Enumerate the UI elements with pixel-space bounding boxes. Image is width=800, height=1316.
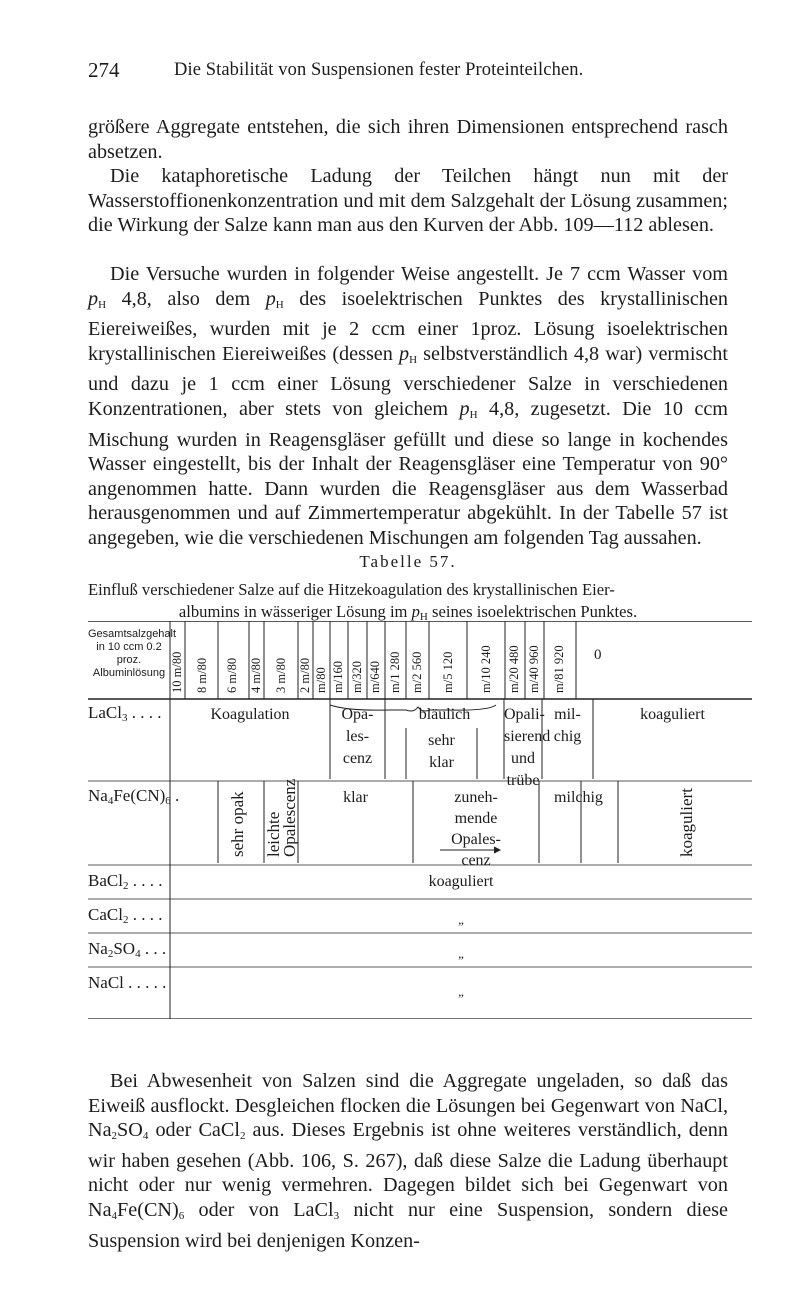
na4fe-milchig: milchig xyxy=(554,789,603,806)
paragraph-2: Die kataphoretische Ladung der Teilchen hängt nun mit der Wasserstoffionenkonzentration und mit dem Salzgehalt der Lösung zusammen; die Wirkung der Salze kann man aus den Kurven der Abb. 109—112 ablesen. xyxy=(88,165,728,237)
col-header-2: 8 m/80 xyxy=(195,657,209,693)
caption-line-2: albumins in wässeriger Lösung im $p_H$ seines isoelektrischen Punktes. xyxy=(178,602,638,623)
lacl3-sehr: sehr xyxy=(428,732,455,749)
col-header-6: 2 m/80 xyxy=(298,657,312,693)
page-number: 274 xyxy=(88,58,120,82)
lacl3-opali: Opali- xyxy=(504,706,545,723)
col-header-14: m/10 240 xyxy=(479,645,493,693)
col-header-7: m/80 xyxy=(314,667,328,693)
col-header-3: 6 m/80 xyxy=(225,657,239,693)
running-header xyxy=(88,58,728,92)
paragraph-1: größere Aggregate entstehen, die sich ihren Dimensionen entsprechend rasch absetzen. xyxy=(88,116,728,163)
lacl3-koagulation: Koagulation xyxy=(210,706,290,723)
col-header-5: 3 m/80 xyxy=(274,657,288,693)
lacl3-truebe-spacer: trübe xyxy=(506,772,540,789)
row-label-lacl3: LaCl$_3$ . . . . xyxy=(88,703,162,724)
row-label-na2so4: $Na_2SO_4$ . . . xyxy=(88,939,167,960)
lacl3-opa: Opa- xyxy=(341,706,374,723)
row-label-nacl: NaCl . . . . . xyxy=(88,973,167,992)
col-header-9: m/320 xyxy=(350,661,364,693)
na2so4-ditto: „ xyxy=(458,946,464,961)
na4fe-cenz-spacer: cenz xyxy=(461,852,491,869)
bacl2-koaguliert: koaguliert xyxy=(428,873,494,890)
col-header-1: 10 m/80 xyxy=(170,651,184,693)
lacl3-mil: mil- xyxy=(554,706,581,723)
na4fe-zuneh: zuneh- xyxy=(454,789,498,806)
col-header-8: m/160 xyxy=(331,661,345,693)
col-header-16: m/40 960 xyxy=(527,645,541,693)
na4fe-leichte: leichte xyxy=(264,811,283,857)
col-header-10: m/640 xyxy=(368,661,382,693)
paragraph-3: Die Versuche wurden in folgender Weise angestellt. Je 7 ccm Wasser vom $p_H$ 4,8, also dem $p_H$ des isoelektrischen Punktes des krystallinischen Eiereiweißes, wurden mit je 2 ccm einer 1proz. Lösung isoelektrischen krystallinischen Eiereiweißes (dessen $p_H$ selbstverständlich 4,8 war) vermischt und dazu je 1 ccm einer Lösung verschiedener Salze in verschiedenen Konzentrationen, aber stets von gleichem $p_H$ 4,8, zugesetzt. Die 10 ccm Mischung wurden in Reagensgläser gefüllt und diese so lange in kochendes Wasser eingestellt, bis der Inhalt der Reagensgläser eine Temperatur von 90° angenommen hatte. Dann wurden die Reagensgläser aus dem Wasserbad herausgenommen und auf Zimmertemperatur abgekühlt. In der Tabelle 57 ist angegeben, wie die verschiedenen Mischungen am folgenden Tag aussahen. xyxy=(88,263,728,549)
lacl3-sierend: sierend xyxy=(504,728,551,745)
running-title: Die Stabilität von Suspensionen fester Proteinteilchen. xyxy=(174,60,584,80)
na4fe-sehr-opak: sehr opak xyxy=(228,791,247,857)
col-header-12: m/2 560 xyxy=(410,651,424,693)
paragraph-4: Bei Abwesenheit von Salzen sind die Aggregate ungeladen, so daß das Eiweiß ausflockt. Desgleichen flocken die Lösungen bei Gegenwart von NaCl, $Na_2SO_4$ oder CaCl$_2$ aus. Dieses Ergebnis ist ohne weiteres verständlich, denn wir haben gesehen (Abb. 106, S. 267), daß diese Salze die Ladung überhaupt nicht oder nur wenig vermehren. Dagegen bildet sich bei Gegenwart von $Na_4Fe(CN)_6$ oder von LaCl$_3$ nicht nur eine Suspension, sondern diese Suspension wird bei denjenigen Konzen- xyxy=(88,1070,728,1252)
data-table xyxy=(88,621,752,1019)
lacl3-cenz: cenz xyxy=(342,750,373,767)
na4fe-koaguliert: koaguliert xyxy=(677,788,696,857)
row-label-bacl2: BaCl$_2$ . . . . xyxy=(88,871,163,892)
nacl-ditto: „ xyxy=(458,984,464,999)
lacl3-klar: klar xyxy=(429,754,454,771)
col-header-4: 4 m/80 xyxy=(249,657,263,693)
col-header-15: m/20 480 xyxy=(507,645,521,693)
lacl3-les: les- xyxy=(345,728,370,745)
lacl3-koaguliert: koaguliert xyxy=(640,706,705,723)
col-header-18: 0 xyxy=(594,647,602,663)
col-header-11: m/1 280 xyxy=(388,651,402,693)
cacl2-ditto: „ xyxy=(458,912,464,927)
lacl3-und: und xyxy=(511,750,535,767)
na4fe-klar: klar xyxy=(343,789,368,806)
col-header-17: m/81 920 xyxy=(552,645,566,693)
na4fe-mende: mende xyxy=(454,810,498,827)
na4fe-opalescenz: Opalescenz xyxy=(280,778,299,857)
row-label-na4fecn6: $Na_4Fe(CN)_6$ . xyxy=(88,786,180,807)
row-label-cacl2: CaCl$_2$ . . . . xyxy=(88,905,163,926)
header-salt-content: Gesamtsalzgehalt in 10 ccm 0.2 proz. Albuminlösung xyxy=(88,628,177,679)
lacl3-blaeulich: bläulich xyxy=(418,706,471,723)
na4fe-opales: Opales- xyxy=(451,831,501,848)
table-title: Tabelle 57. xyxy=(359,552,457,571)
lacl3-chig: chig xyxy=(553,728,582,745)
caption-line-1: Einfluß verschiedener Salze auf die Hitzekoagulation des krystallinischen Eier- xyxy=(88,580,615,599)
col-header-13: m/5 120 xyxy=(441,651,455,693)
